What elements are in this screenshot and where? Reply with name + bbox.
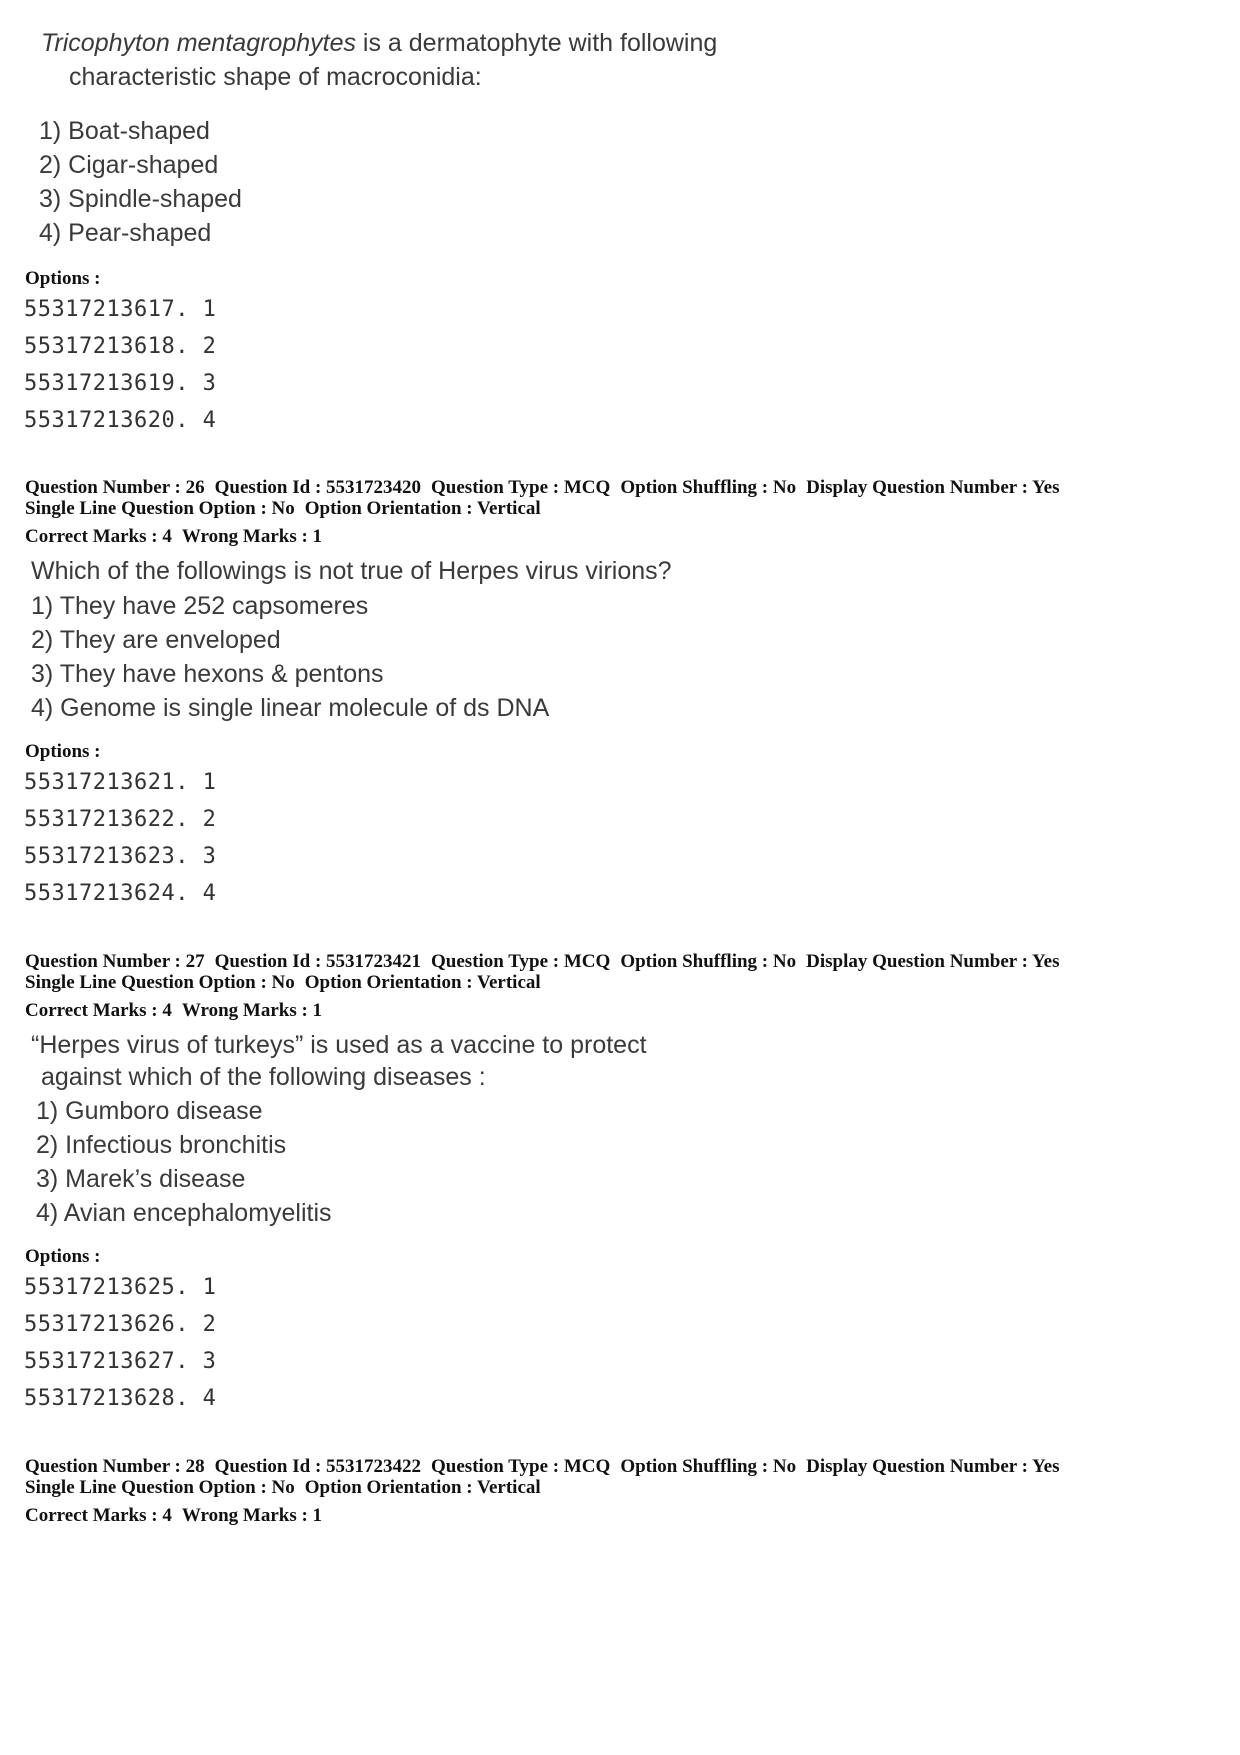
q26-meta-line1	[25, 477, 1240, 498]
q26-question-type: Question Type : MCQ	[431, 477, 611, 498]
q27-question-id: Question Id : 5531723421	[214, 951, 422, 972]
q28-question-number: Question Number : 28	[25, 1456, 205, 1477]
q25-options	[24, 291, 624, 439]
q28-meta-line1	[25, 1456, 1240, 1477]
q26-marks	[25, 526, 1240, 547]
q26-stem	[31, 554, 931, 588]
q26-stem-line1: Which of the followings is not true of Herpes virus virions?	[31, 557, 672, 585]
q28-display-number: Display Question Number : Yes	[806, 1456, 1060, 1477]
q28-wrong-marks: Wrong Marks : 1	[181, 1505, 323, 1526]
q27-option-3: 55317213627. 3	[24, 1349, 217, 1374]
q25-stem-rest: is a dermatophyte with following	[355, 29, 718, 57]
q27-choice-2: 2) Infectious bronchitis	[36, 1131, 287, 1159]
q25-choice-2: 2) Cigar-shaped	[39, 151, 219, 179]
q27-display-number: Display Question Number : Yes	[806, 951, 1060, 972]
q28-option-shuffling: Option Shuffling : No	[620, 1456, 797, 1477]
q27-choice-4: 4) Avian encephalomyelitis	[36, 1199, 332, 1227]
q27-option-4: 55317213628. 4	[24, 1386, 217, 1411]
q26-choice-1: 1) They have 252 capsomeres	[31, 592, 369, 620]
q27-option-1: 55317213625. 1	[24, 1275, 217, 1300]
q25-stem	[41, 26, 941, 94]
q27-meta-line1	[25, 951, 1240, 972]
q26-choice-2: 2) They are enveloped	[31, 626, 281, 654]
q26-display-number: Display Question Number : Yes	[806, 477, 1060, 498]
q25-option-4: 55317213620. 4	[24, 408, 217, 433]
q28-marks	[25, 1505, 1240, 1526]
q26-correct-marks: Correct Marks : 4	[25, 526, 172, 547]
q27-option-2: 55317213626. 2	[24, 1312, 217, 1337]
q27-options	[24, 1269, 624, 1417]
q28-correct-marks: Correct Marks : 4	[25, 1505, 172, 1526]
q28-meta-line2	[25, 1477, 1240, 1498]
q26-options	[24, 764, 624, 912]
q27-stem-line1: “Herpes virus of turkeys” is used as a vaccine to protect	[31, 1031, 647, 1059]
q26-question-id: Question Id : 5531723420	[214, 477, 422, 498]
q27-orientation: Option Orientation : Vertical	[304, 972, 541, 993]
q25-choice-3: 3) Spindle-shaped	[39, 185, 242, 213]
q27-correct-marks: Correct Marks : 4	[25, 1000, 172, 1021]
q28-single-line: Single Line Question Option : No	[25, 1477, 295, 1498]
q27-single-line: Single Line Question Option : No	[25, 972, 295, 993]
q25-choice-4: 4) Pear-shaped	[39, 219, 212, 247]
q27-stem-line2: against which of the following diseases :	[41, 1063, 486, 1091]
q26-meta-line2	[25, 498, 1240, 519]
q26-wrong-marks: Wrong Marks : 1	[181, 526, 323, 547]
q26-question-number: Question Number : 26	[25, 477, 205, 498]
q25-option-1: 55317213617. 1	[24, 297, 217, 322]
q28-question-type: Question Type : MCQ	[431, 1456, 611, 1477]
q26-options-label: Options :	[25, 741, 101, 762]
q27-choices	[36, 1094, 936, 1230]
q26-choice-3: 3) They have hexons & pentons	[31, 660, 384, 688]
q28-question-id: Question Id : 5531723422	[214, 1456, 422, 1477]
q27-marks	[25, 1000, 1240, 1021]
q25-option-3: 55317213619. 3	[24, 371, 217, 396]
q25-stem-line2: characteristic shape of macroconidia:	[69, 63, 482, 91]
q25-choice-1: 1) Boat-shaped	[39, 117, 210, 145]
q26-option-3: 55317213623. 3	[24, 844, 217, 869]
q26-option-2: 55317213622. 2	[24, 807, 217, 832]
q25-options-label: Options :	[25, 268, 101, 289]
q27-meta	[25, 951, 1240, 1021]
q26-meta	[25, 477, 1240, 547]
q26-option-shuffling: Option Shuffling : No	[620, 477, 797, 498]
q27-choice-1: 1) Gumboro disease	[36, 1097, 263, 1125]
q26-option-1: 55317213621. 1	[24, 770, 217, 795]
q27-choice-3: 3) Marek’s disease	[36, 1165, 246, 1193]
q27-options-label: Options :	[25, 1246, 101, 1267]
q28-orientation: Option Orientation : Vertical	[304, 1477, 541, 1498]
q27-option-shuffling: Option Shuffling : No	[620, 951, 797, 972]
q26-option-4: 55317213624. 4	[24, 881, 217, 906]
q26-choices	[31, 589, 931, 725]
q27-question-type: Question Type : MCQ	[431, 951, 611, 972]
q25-stem-line1	[41, 26, 941, 60]
q28-meta	[25, 1456, 1240, 1526]
q26-single-line: Single Line Question Option : No	[25, 498, 295, 519]
q27-meta-line2	[25, 972, 1240, 993]
q26-choice-4: 4) Genome is single linear molecule of ds DNA	[31, 694, 550, 722]
q25-option-2: 55317213618. 2	[24, 334, 217, 359]
q25-stem-italic: Tricophyton mentagrophytes	[41, 29, 356, 57]
q25-choices	[39, 114, 939, 250]
q27-stem	[31, 1028, 931, 1094]
q26-orientation: Option Orientation : Vertical	[304, 498, 541, 519]
q27-question-number: Question Number : 27	[25, 951, 205, 972]
q27-wrong-marks: Wrong Marks : 1	[181, 1000, 323, 1021]
